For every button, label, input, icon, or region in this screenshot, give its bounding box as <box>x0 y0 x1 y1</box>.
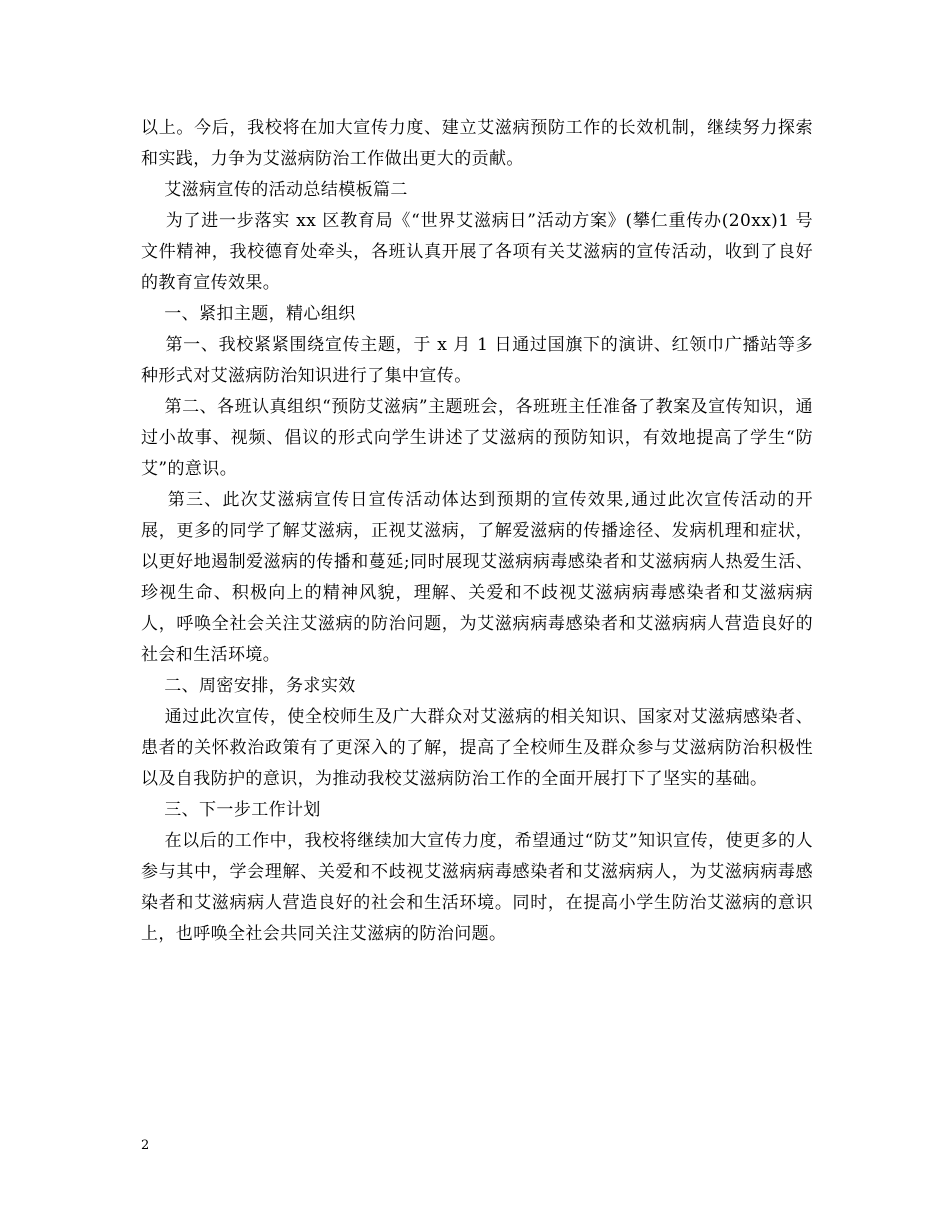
document-body <box>141 113 813 950</box>
page-number: 2 <box>141 1138 150 1153</box>
section-title: 艾滋病宣传的活动总结模板篇二 <box>141 180 408 200</box>
paragraph-third: 第三、此次艾滋病宣传日宣传活动体达到预期的宣传效果,通过此次宣传活动的开展，更多的同学了解艾滋病，正视艾滋病，了解爱滋病的传播途径、发病机理和症状，以更好地遏制爱滋病的传播和蔓延;同时展现艾滋病病毒感染者和艾滋病病人热爱生活、珍视生命、积极向上的精神风貌，理解、关爱和不歧视艾滋病病毒感染者和艾滋病病人，呼唤全社会关注艾滋病的防治问题，为艾滋病病毒感染者和艾滋病病人营造良好的社会和生活环境。 <box>141 490 813 665</box>
paragraph-intro: 为了进一步落实 xx 区教育局《“世界艾滋病日”活动方案》(攀仁重传办(20xx)1 号文件精神，我校德育处牵头，各班认真开展了各项有关艾滋病的宣传活动，收到了良好的教育宣传效果。 <box>141 211 814 293</box>
paragraph-first: 第一、我校紧紧围绕宣传主题，于 x 月 1 日通过国旗下的演讲、红领巾广播站等多种形式对艾滋病防治知识进行了集中宣传。 <box>141 335 813 386</box>
heading-1: 一、紧扣主题，精心组织 <box>141 304 356 324</box>
heading-2: 二、周密安排，务求实效 <box>141 676 356 696</box>
paragraph-plan: 在以后的工作中，我校将继续加大宣传力度，希望通过“防艾”知识宣传，使更多的人参与其中，学会理解、关爱和不歧视艾滋病病毒感染者和艾滋病病人，为艾滋病病毒感染者和艾滋病病人营造良好的社会和生活环境。同时，在提高小学生防治艾滋病的意识上，也呼唤全社会共同关注艾滋病的防治问题。 <box>141 831 813 944</box>
paragraph-continuation: 以上。今后，我校将在加大宣传力度、建立艾滋病预防工作的长效机制，继续努力探索和实践，力争为艾滋病防治工作做出更大的贡献。 <box>141 118 813 169</box>
heading-3: 三、下一步工作计划 <box>141 800 321 820</box>
paragraph-results: 通过此次宣传，使全校师生及广大群众对艾滋病的相关知识、国家对艾滋病感染者、患者的关怀救治政策有了更深入的了解，提高了全校师生及群众参与艾滋病防治积极性以及自我防护的意识，为推动我校艾滋病防治工作的全面开展打下了坚实的基础。 <box>141 707 813 789</box>
paragraph-second: 第二、各班认真组织“预防艾滋病”主题班会，各班班主任准备了教案及宣传知识，通过小故事、视频、倡议的形式向学生讲述了艾滋病的预防知识，有效地提高了学生“防艾”的意识。 <box>141 397 813 479</box>
